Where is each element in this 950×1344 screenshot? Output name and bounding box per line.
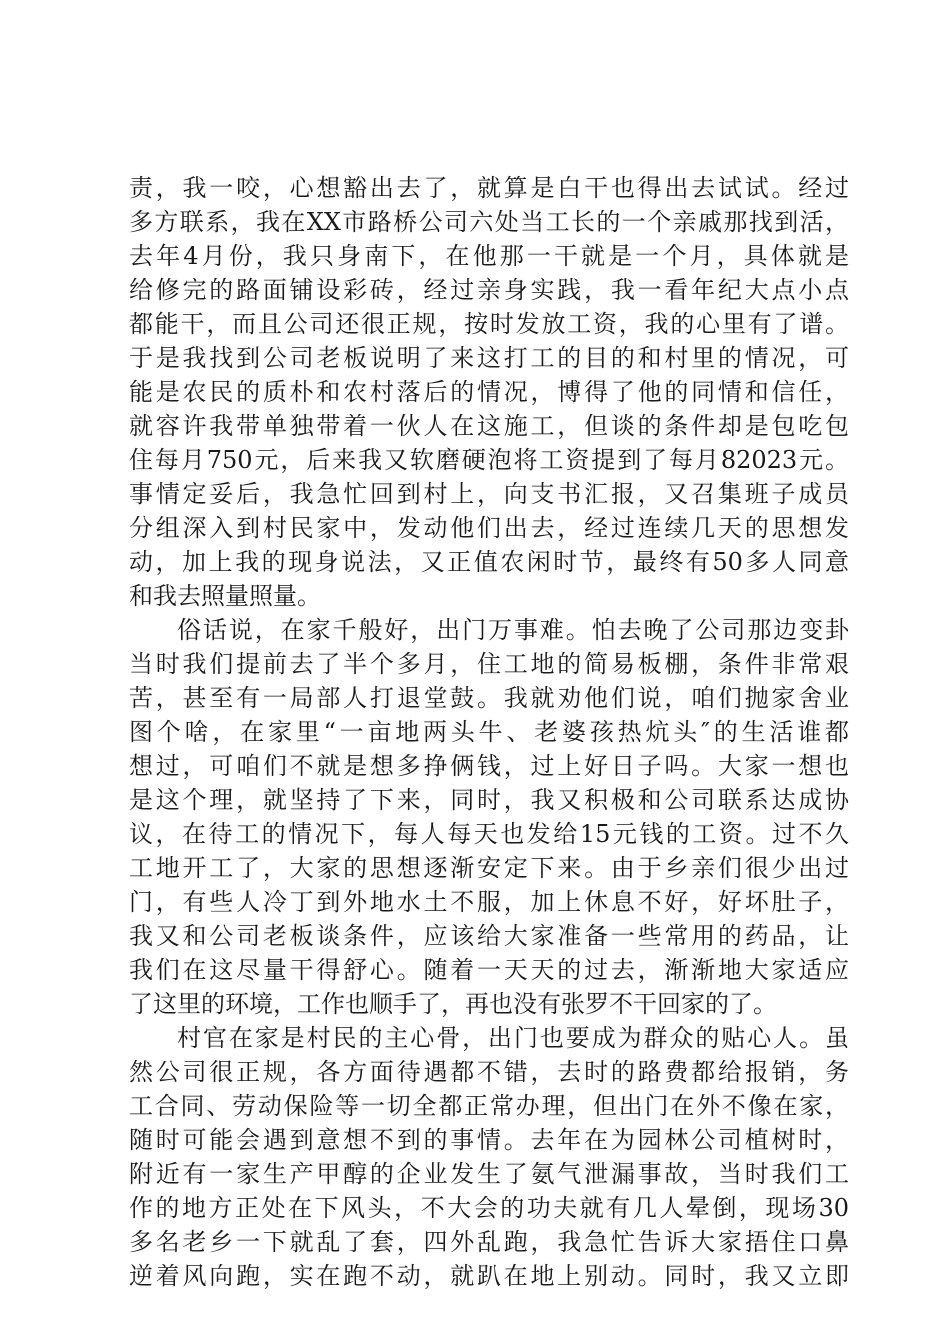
text-line: 住每月750元，后来我又软磨硬泡将工资提到了每月82023元。: [129, 446, 849, 474]
text-line: 附近有一家生产甲醇的企业发生了氨气泄漏事故，当时我们工: [129, 1160, 849, 1188]
text-line: 去年4月份，我只身南下，在他那一干就是一个月，具体就是: [129, 242, 849, 270]
text-line: 逆着风向跑，实在跑不动，就趴在地上别动。同时，我又立即: [129, 1262, 849, 1290]
text-line: 想过，可咱们不就是想多挣俩钱，过上好日子吗。大家一想也: [129, 752, 849, 780]
text-line: 给修完的路面铺设彩砖，经过亲身实践，我一看年纪大点小点: [129, 276, 849, 304]
text-line: 工地开工了，大家的思想逐渐安定下来。由于乡亲们很少出过: [129, 854, 849, 882]
text-line: 门，有些人冷丁到外地水土不服，加上休息不好，好坏肚子，: [129, 888, 849, 916]
text-line: 议，在待工的情况下，每人每天也发给15元钱的工资。过不久: [129, 820, 849, 848]
text-line: 就容许我带单独带着一伙人在这施工，但谈的条件却是包吃包: [129, 412, 849, 440]
text-line: 苦，甚至有一局部人打退堂鼓。我就劝他们说，咱们抛家舍业: [129, 684, 849, 712]
text-line: 事情定妥后，我急忙回到村上，向支书汇报，又召集班子成员: [129, 480, 849, 508]
text-line: 图个啥，在家里“一亩地两头牛、老婆孩热炕头″的生活谁都: [129, 718, 849, 746]
text-line: 随时可能会遇到意想不到的事情。去年在为园林公司植树时，: [129, 1126, 849, 1154]
text-line: 和我去照量照量。: [129, 582, 321, 610]
text-line: 工合同、劳动保险等一切全都正常办理，但出门在外不像在家，: [129, 1092, 849, 1120]
text-line: 于是我找到公司老板说明了来这打工的目的和村里的情况，可: [129, 344, 849, 372]
text-line: 动，加上我的现身说法，又正值农闲时节，最终有50多人同意: [129, 548, 849, 576]
text-line: 俗话说，在家千般好，出门万事难。怕去晚了公司那边变卦: [177, 616, 849, 644]
text-line: 是这个理，就坚持了下来，同时，我又积极和公司联系达成协: [129, 786, 849, 814]
text-line: 我又和公司老板谈条件，应该给大家准备一些常用的药品，让: [129, 922, 849, 950]
text-line: 多方联系，我在XX市路桥公司六处当工长的一个亲戚那找到活，: [129, 208, 849, 236]
text-line: 了这里的环境，工作也顺手了，再也没有张罗不干回家的了。: [129, 990, 777, 1018]
text-line: 然公司很正规，各方面待遇都不错，去时的路费都给报销，务: [129, 1058, 849, 1086]
text-line: 我们在这尽量干得舒心。随着一天天的过去，渐渐地大家适应: [129, 956, 849, 984]
text-line: 责，我一咬，心想豁出去了，就算是白干也得出去试试。经过: [129, 174, 849, 202]
text-line: 分组深入到村民家中，发动他们出去，经过连续几天的思想发: [129, 514, 849, 542]
body-text: [129, 171, 849, 1293]
text-line: 都能干，而且公司还很正规，按时发放工资，我的心里有了谱。: [129, 310, 849, 338]
text-line: 能是农民的质朴和农村落后的情况，博得了他的同情和信任，: [129, 378, 849, 406]
text-line: 村官在家是村民的主心骨，出门也要成为群众的贴心人。虽: [177, 1024, 849, 1052]
text-line: 作的地方正处在下风头，不大会的功夫就有几人晕倒，现场30: [129, 1194, 849, 1222]
text-line: 当时我们提前去了半个多月，住工地的简易板棚，条件非常艰: [129, 650, 849, 678]
text-line: 多名老乡一下就乱了套，四外乱跑，我急忙告诉大家捂住口鼻: [129, 1228, 849, 1256]
